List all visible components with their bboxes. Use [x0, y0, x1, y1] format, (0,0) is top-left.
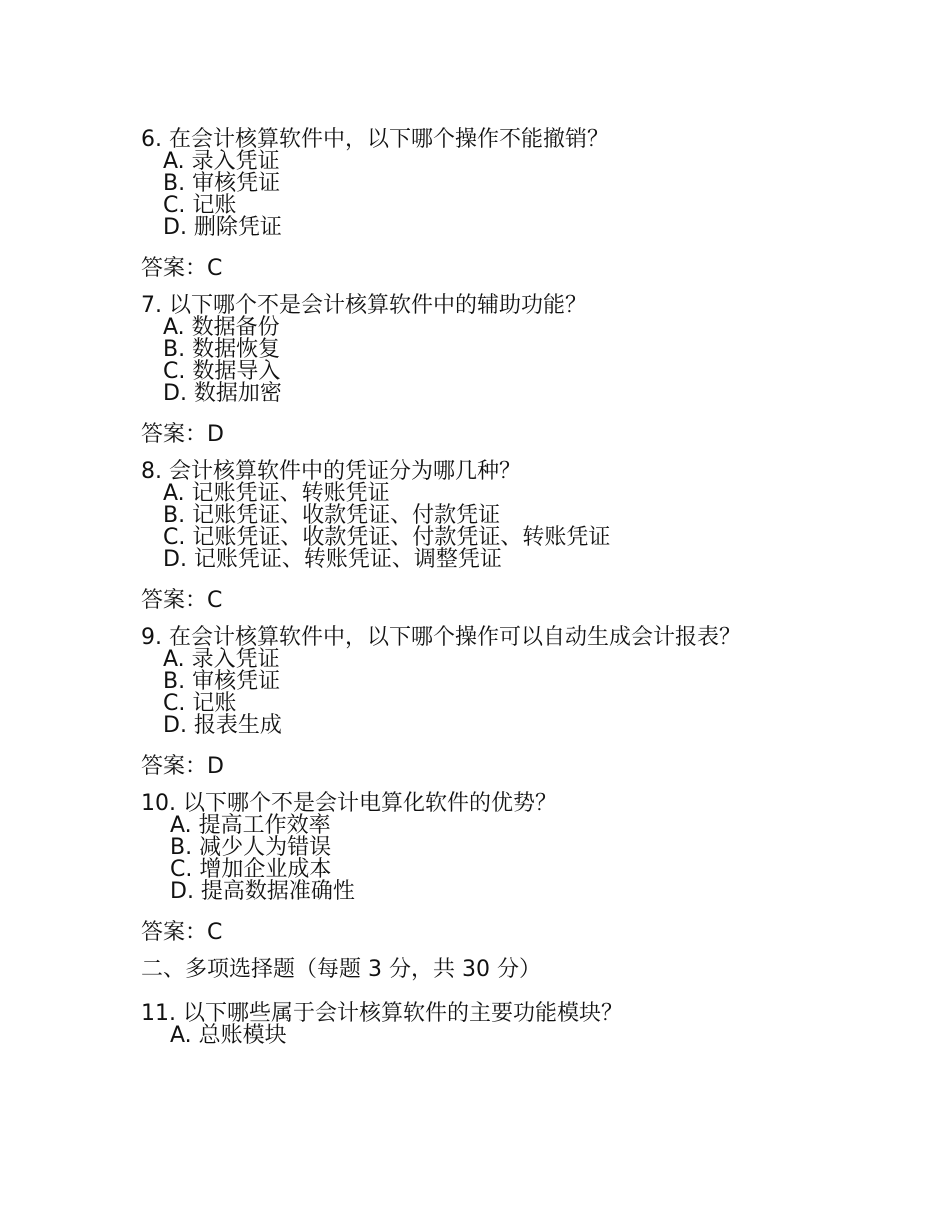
option-b: B. 减少人为错误 [170, 835, 332, 860]
option-d: D. 记账凭证、转账凭证、调整凭证 [163, 547, 502, 572]
question-text: 11. 以下哪些属于会计核算软件的主要功能模块？ [141, 1001, 623, 1026]
question-text: 8. 会计核算软件中的凭证分为哪几种？ [141, 459, 521, 484]
option-a: A. 总账模块 [170, 1023, 287, 1048]
question-text: 6. 在会计核算软件中，以下哪个操作不能撤销？ [141, 127, 609, 152]
answer-text: 答案：C [141, 588, 223, 613]
question-text: 9. 在会计核算软件中，以下哪个操作可以自动生成会计报表？ [141, 625, 741, 650]
option-a: A. 数据备份 [163, 315, 280, 340]
option-c: C. 数据导入 [163, 359, 281, 384]
option-list [141, 1025, 791, 1047]
option-list [141, 815, 791, 903]
option-c: C. 记账凭证、收款凭证、付款凭证、转账凭证 [163, 525, 611, 550]
option-b: B. 数据恢复 [163, 337, 281, 362]
option-b: B. 审核凭证 [163, 171, 281, 196]
section-heading: 二、多项选择题（每题 3 分，共 30 分） [141, 957, 541, 982]
question-10 [141, 792, 791, 945]
option-b: B. 记账凭证、收款凭证、付款凭证 [163, 503, 501, 528]
option-list [141, 151, 791, 239]
option-d: D. 提高数据准确性 [170, 879, 355, 904]
question-8 [141, 460, 791, 613]
answer-text: 答案：D [141, 422, 224, 447]
option-a: A. 记账凭证、转账凭证 [163, 481, 390, 506]
option-d: D. 报表生成 [163, 713, 282, 738]
option-a: A. 录入凭证 [163, 647, 280, 672]
option-a: A. 录入凭证 [163, 149, 280, 174]
option-list [141, 483, 791, 571]
option-d: D. 删除凭证 [163, 215, 282, 240]
answer-text: 答案：C [141, 920, 223, 945]
question-text: 10. 以下哪个不是会计电算化软件的优势？ [141, 791, 557, 816]
option-c: C. 记账 [163, 193, 237, 218]
answer-text: 答案：D [141, 754, 224, 779]
answer-text: 答案：C [141, 256, 223, 281]
option-list [141, 317, 791, 405]
exam-content [141, 128, 791, 1060]
question-11 [141, 1002, 791, 1047]
option-c: C. 增加企业成本 [170, 857, 332, 882]
question-6 [141, 128, 791, 281]
question-text: 7. 以下哪个不是会计核算软件中的辅助功能？ [141, 293, 587, 318]
question-9 [141, 626, 791, 779]
option-b: B. 审核凭证 [163, 669, 281, 694]
option-d: D. 数据加密 [163, 381, 282, 406]
option-c: C. 记账 [163, 691, 237, 716]
option-a: A. 提高工作效率 [170, 813, 331, 838]
question-7 [141, 294, 791, 447]
option-list [141, 649, 791, 737]
